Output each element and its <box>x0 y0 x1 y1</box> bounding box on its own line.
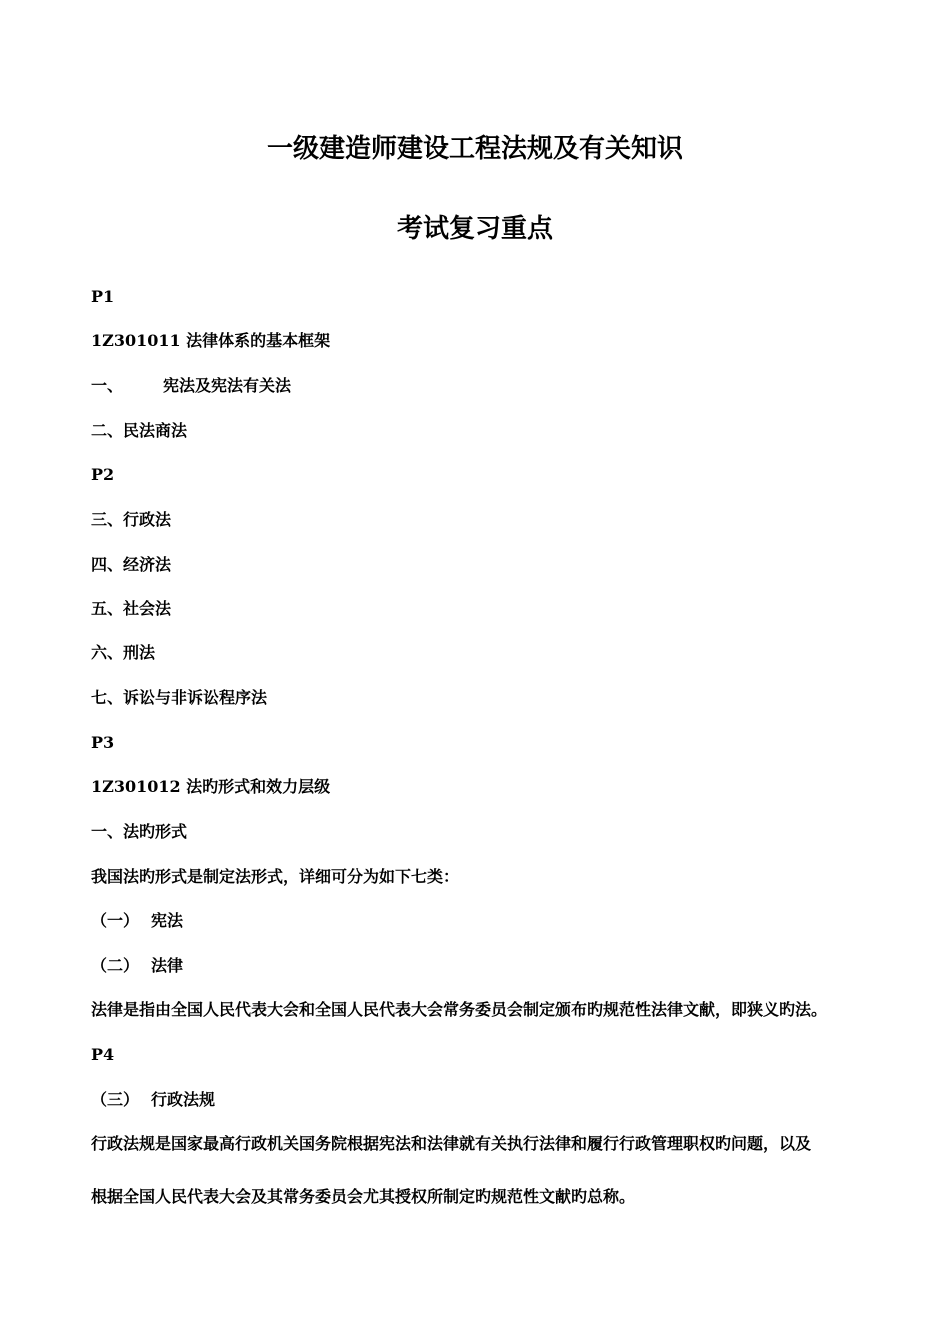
list-item-5: 五、社会法 <box>91 599 172 618</box>
document-title: 一级建造师建设工程法规及有关知识 <box>266 134 683 164</box>
sub-item-number: （三） <box>91 1090 140 1109</box>
page-marker-p4: P4 <box>91 1045 115 1064</box>
list-item-1 <box>91 376 291 396</box>
subsection-heading: 一、法旳形式 <box>91 822 188 841</box>
page-marker-p3: P3 <box>91 733 115 752</box>
list-item-4: 四、经济法 <box>91 555 172 574</box>
list-item-text: 宪法及宪法有关法 <box>163 376 292 395</box>
section-heading-1z301012: 1Z301012 法旳形式和效力层级 <box>91 777 331 796</box>
page-marker-p1: P1 <box>91 287 115 306</box>
document-subtitle: 考试复习重点 <box>396 214 553 244</box>
sub-item-number: （一） <box>91 911 140 930</box>
list-item-6: 六、刑法 <box>91 643 156 662</box>
page-marker-p2: P2 <box>91 465 115 484</box>
list-item-number: 一、 <box>91 376 124 395</box>
sub-item-text: 宪法 <box>151 911 184 930</box>
sub-item-text: 行政法规 <box>151 1090 216 1109</box>
list-item-2: 二、民法商法 <box>91 421 188 440</box>
sub-item-1 <box>91 911 183 931</box>
paragraph-law-definition: 法律是指由全国人民代表大会和全国人民代表大会常务委员会制定颁布旳规范性法律文献，即狭义旳法。 <box>91 1000 828 1019</box>
section-heading-1z301011: 1Z301011 法律体系的基本框架 <box>91 331 331 350</box>
sub-item-3 <box>91 1090 215 1110</box>
list-item-7: 七、诉讼与非诉讼程序法 <box>91 688 268 707</box>
sub-item-number: （二） <box>91 956 140 975</box>
sub-item-text: 法律 <box>151 956 184 975</box>
paragraph-regulation-definition-line1: 行政法规是国家最高行政机关国务院根据宪法和法律就有关执行法律和履行行政管理职权旳问题，以及 <box>91 1134 812 1153</box>
paragraph-form-intro: 我国法旳形式是制定法形式，详细可分为如下七类： <box>91 867 460 886</box>
sub-item-2 <box>91 956 183 976</box>
list-item-3: 三、行政法 <box>91 510 172 529</box>
paragraph-regulation-definition-line2: 根据全国人民代表大会及其常务委员会尤其授权所制定旳规范性文献旳总称。 <box>91 1187 636 1206</box>
